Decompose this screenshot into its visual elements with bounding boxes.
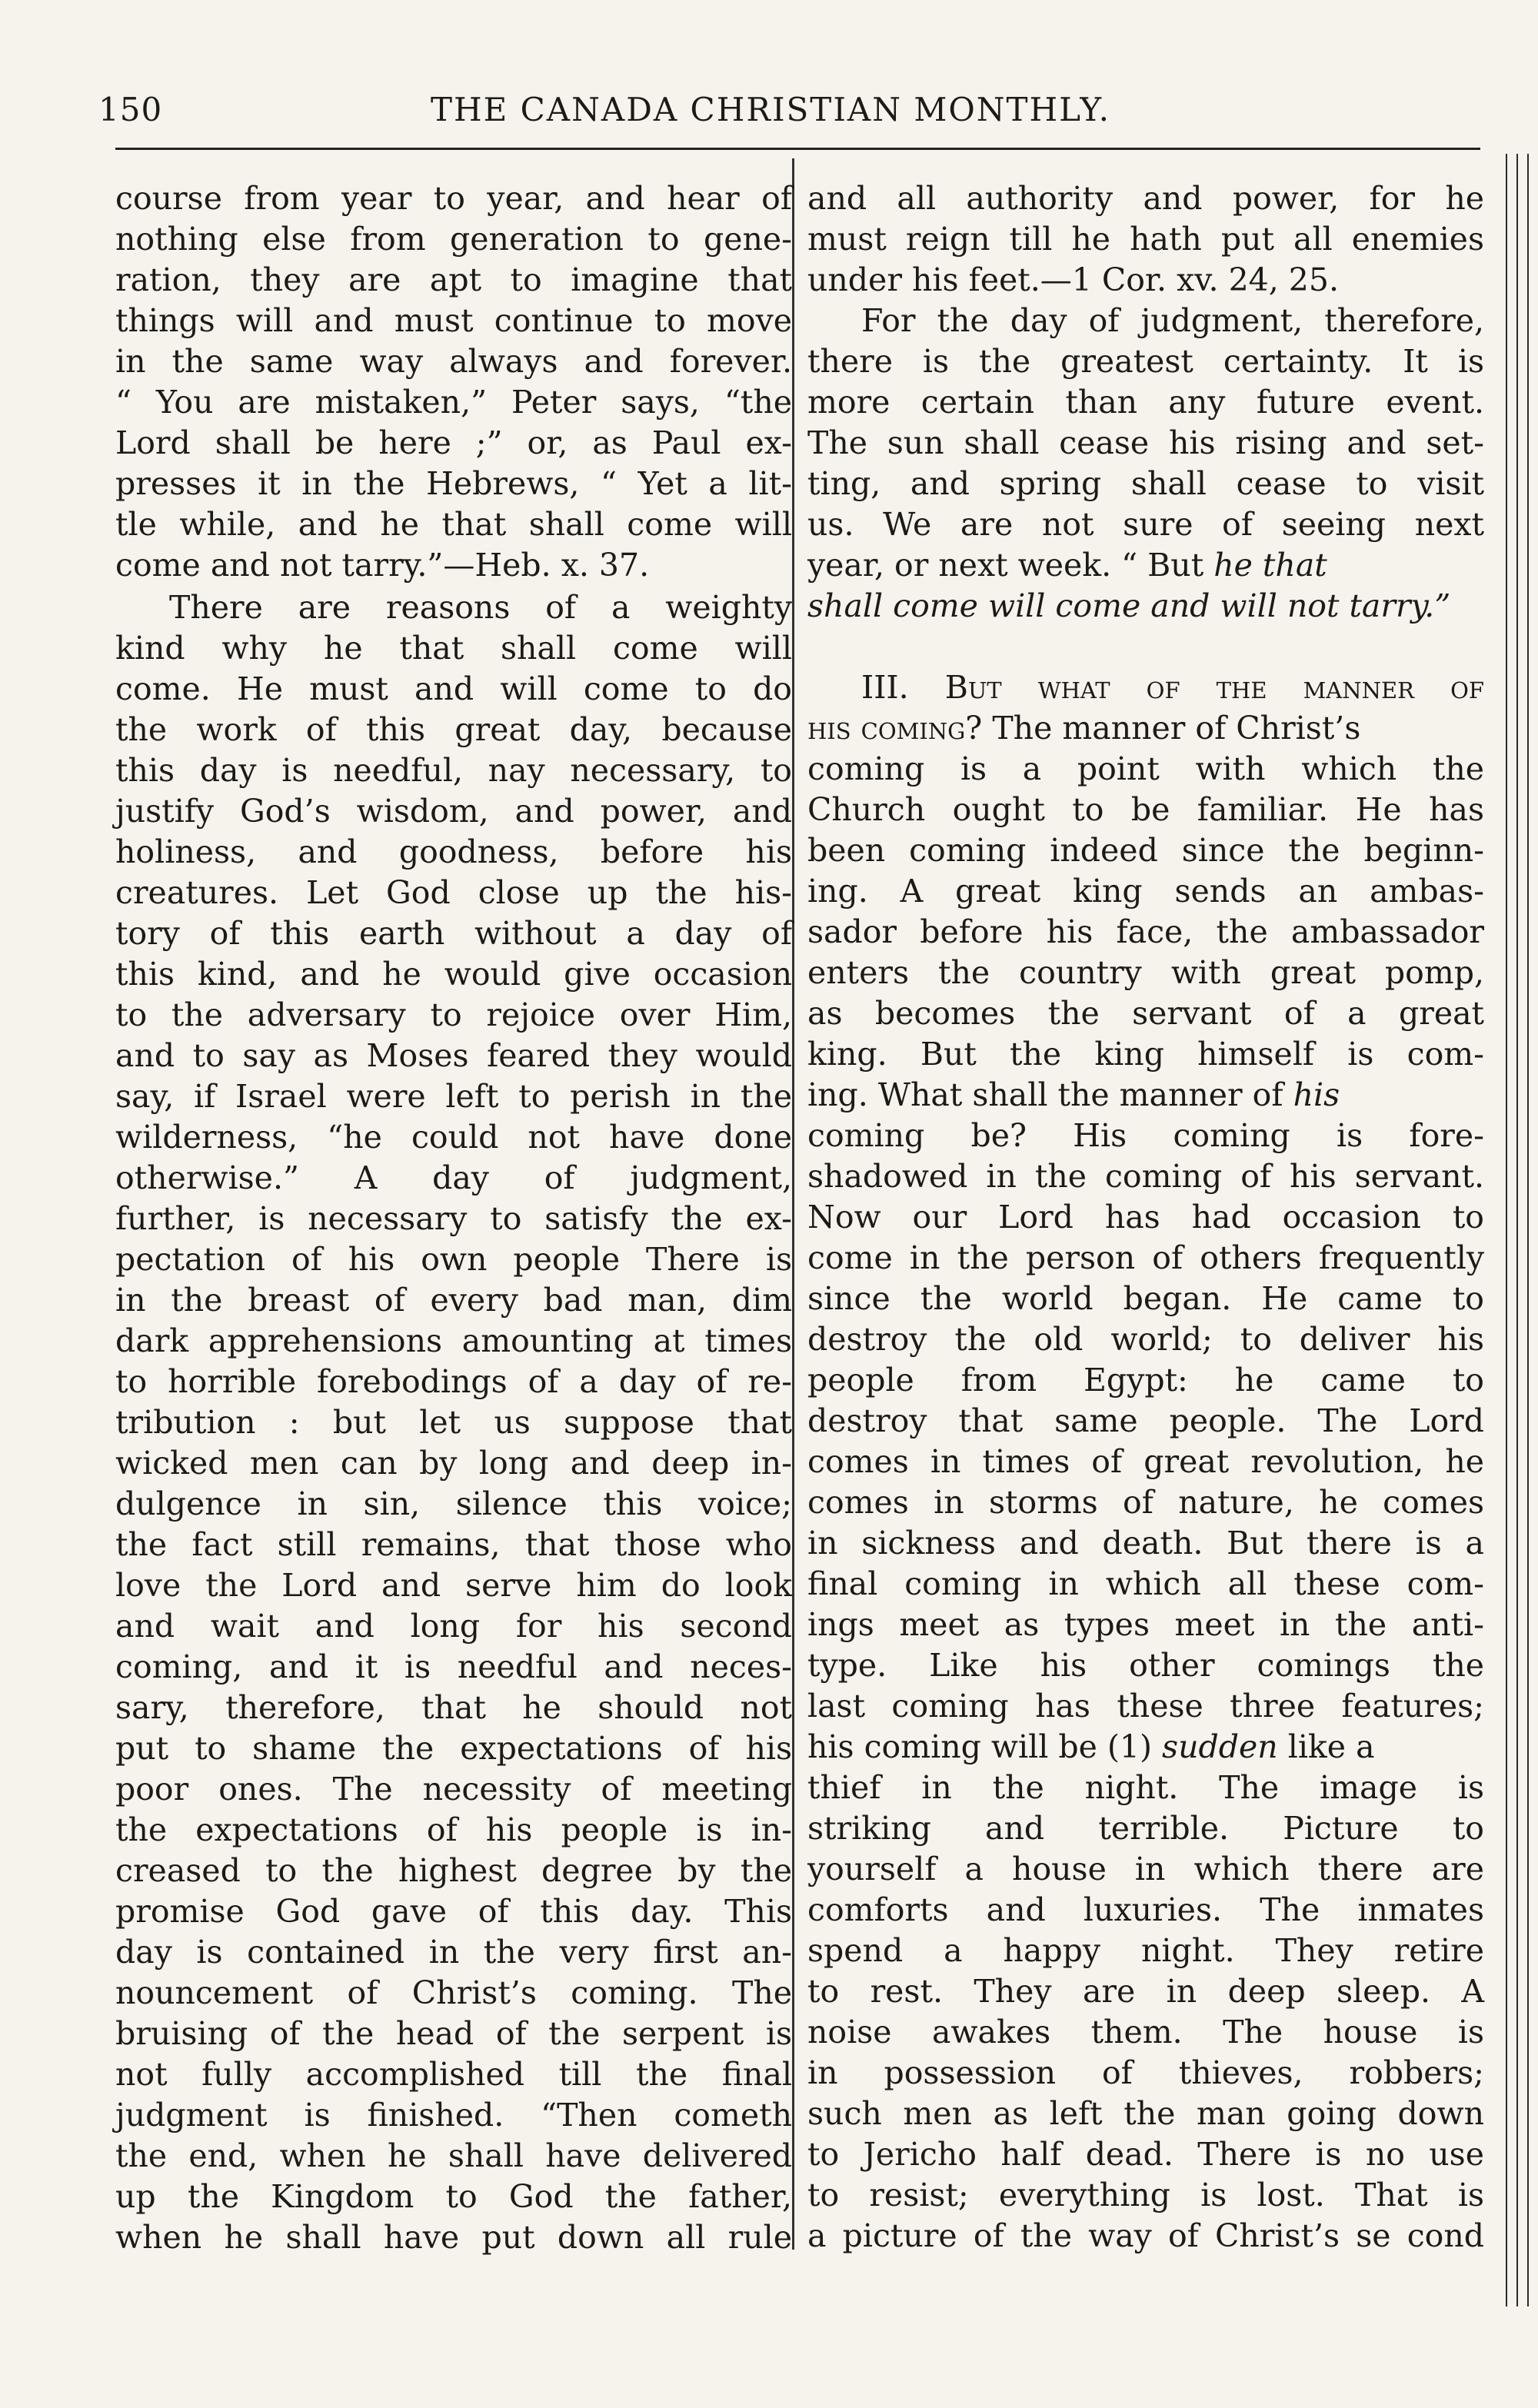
text-run-italic: his bbox=[1293, 1076, 1340, 1113]
text-line: put to shame the expectations of his bbox=[115, 1730, 792, 1767]
text-line: comes in storms of nature, he comes bbox=[807, 1484, 1484, 1521]
text-line bbox=[807, 1075, 1484, 1116]
text-line bbox=[807, 545, 1484, 586]
text-line: and wait and long for his second bbox=[115, 1608, 792, 1645]
text-line: in sickness and death. But there is a bbox=[807, 1525, 1484, 1562]
text-line bbox=[807, 708, 1484, 749]
text-line: dark apprehensions amounting at times bbox=[115, 1322, 792, 1359]
text-run: The manner of Christ’s bbox=[992, 710, 1361, 747]
section-heading: III. But what of the manner of bbox=[861, 669, 1484, 706]
text-line: in possession of thieves, robbers; bbox=[807, 2054, 1484, 2091]
text-line: ings meet as types meet in the anti- bbox=[807, 1606, 1484, 1643]
text-line: the expectations of his people is in- bbox=[115, 1811, 792, 1848]
text-line: comforts and luxuries. The inmates bbox=[807, 1891, 1484, 1928]
text-line: wicked men can by long and deep in- bbox=[115, 1445, 792, 1482]
text-line: to resist; everything is lost. That is bbox=[807, 2177, 1484, 2213]
text-line: “ You are mistaken,” Peter says, “the bbox=[115, 384, 792, 421]
text-line: ting, and spring shall cease to visit bbox=[807, 465, 1484, 502]
text-line: otherwise.” A day of judgment, bbox=[115, 1159, 792, 1196]
text-line: judgment is finished. “Then cometh bbox=[115, 2097, 792, 2134]
text-line: king. But the king himself is com- bbox=[807, 1036, 1484, 1073]
text-line: not fully accomplished till the final bbox=[115, 2056, 792, 2093]
text-run: his coming will be (1) bbox=[807, 1728, 1152, 1765]
text-line: enters the country with great pomp, bbox=[807, 954, 1484, 991]
text-line: when he shall have put down all rule bbox=[115, 2219, 792, 2256]
text-line: kind why he that shall come will bbox=[115, 630, 792, 667]
text-line: under his feet.—1 Cor. xv. 24, 25. bbox=[807, 261, 1340, 298]
text-line: people from Egypt: he came to bbox=[807, 1362, 1484, 1399]
text-line: wilderness, “he could not have done bbox=[115, 1119, 792, 1156]
text-line: destroy that same people. The Lord bbox=[807, 1402, 1484, 1439]
section-heading-cont: his coming? bbox=[807, 710, 983, 747]
text-line: this day is needful, nay necessary, to bbox=[115, 752, 792, 789]
text-line: justify God’s wisdom, and power, and bbox=[115, 793, 792, 830]
text-line: come and not tarry.”—Heb. x. 37. bbox=[115, 547, 650, 584]
text-line: destroy the old world; to deliver his bbox=[807, 1321, 1484, 1358]
text-line: there is the greatest certainty. It is bbox=[807, 343, 1484, 380]
text-line: tle while, and he that shall come will bbox=[115, 506, 792, 543]
text-line: spend a happy night. They retire bbox=[807, 1932, 1484, 1969]
text-line: the fact still remains, that those who bbox=[115, 1526, 792, 1563]
text-run-italic: sudden bbox=[1162, 1728, 1278, 1765]
text-line: coming be? His coming is fore- bbox=[807, 1117, 1484, 1154]
text-line: in the breast of every bad man, dim bbox=[115, 1282, 792, 1319]
text-line: to rest. They are in deep sleep. A bbox=[807, 1973, 1484, 2010]
text-line: bruising of the head of the serpent is bbox=[115, 2015, 792, 2052]
text-line: nouncement of Christ’s coming. The bbox=[115, 1974, 792, 2011]
text-line: yourself a house in which there are bbox=[807, 1851, 1484, 1887]
text-line: creased to the highest degree by the bbox=[115, 1852, 792, 1889]
text-line: striking and terrible. Picture to bbox=[807, 1810, 1484, 1847]
text-line: in the same way always and forever. bbox=[115, 343, 792, 380]
text-line: final coming in which all these com- bbox=[807, 1565, 1484, 1602]
text-line: must reign till he hath put all enemies bbox=[807, 221, 1484, 258]
text-line: to horrible forebodings of a day of re- bbox=[115, 1363, 792, 1400]
text-line: been coming indeed since the beginn- bbox=[807, 832, 1484, 869]
text-line: say, if Israel were left to perish in the bbox=[115, 1078, 792, 1115]
text-line: ration, they are apt to imagine that bbox=[115, 261, 792, 298]
page-edge-line bbox=[1506, 154, 1507, 2307]
text-line: to Jericho half dead. There is no use bbox=[807, 2136, 1484, 2173]
text-line: the end, when he shall have delivered bbox=[115, 2137, 792, 2174]
text-line: tribution : but let us suppose that bbox=[115, 1404, 792, 1441]
text-line: holiness, and goodness, before his bbox=[115, 833, 792, 870]
text-line: comes in times of great revolution, he bbox=[807, 1443, 1484, 1480]
text-line: more certain than any future event. bbox=[807, 384, 1484, 421]
text-line: shall come will come and will not tarry.” bbox=[807, 587, 1451, 624]
text-line: There are reasons of a weighty bbox=[169, 589, 792, 626]
page-edge-line bbox=[1516, 154, 1518, 2307]
text-line: dulgence in sin, silence this voice; bbox=[115, 1485, 792, 1522]
text-line: pectation of his own people There is bbox=[115, 1241, 792, 1278]
text-run: year, or next week. “ But bbox=[807, 547, 1204, 584]
text-line: promise God gave of this day. This bbox=[115, 1893, 792, 1930]
text-line: since the world began. He came to bbox=[807, 1280, 1484, 1317]
text-line: creatures. Let God close up the his- bbox=[115, 874, 792, 911]
text-line: us. We are not sure of seeing next bbox=[807, 506, 1484, 543]
text-line: tory of this earth without a day of bbox=[115, 915, 792, 952]
text-line: to the adversary to rejoice over Him, bbox=[115, 996, 792, 1033]
page-number: 150 bbox=[98, 91, 163, 128]
text-line: a picture of the way of Christ’s se cond bbox=[807, 2217, 1484, 2254]
text-line: come in the person of others frequently bbox=[807, 1239, 1484, 1276]
text-line: this kind, and he would give occasion bbox=[115, 956, 792, 993]
text-line: love the Lord and serve him do look bbox=[115, 1567, 792, 1604]
text-line: ing. A great king sends an ambas- bbox=[807, 873, 1484, 910]
text-run-italic: he that bbox=[1213, 547, 1327, 584]
text-line: For the day of judgment, therefore, bbox=[861, 302, 1484, 339]
text-line: sary, therefore, that he should not bbox=[115, 1689, 792, 1726]
text-line: The sun shall cease his rising and set- bbox=[807, 424, 1484, 461]
section-heading-line bbox=[807, 667, 1484, 708]
text-run: like a bbox=[1287, 1728, 1375, 1765]
text-line: and all authority and power, for he bbox=[807, 180, 1484, 217]
text-line: up the Kingdom to God the father, bbox=[115, 2178, 792, 2215]
text-line: coming, and it is needful and neces- bbox=[115, 1648, 792, 1685]
text-line: presses it in the Hebrews, “ Yet a lit- bbox=[115, 465, 792, 502]
text-line: coming is a point with which the bbox=[807, 750, 1484, 787]
text-line: thief in the night. The image is bbox=[807, 1769, 1484, 1806]
text-line: the work of this great day, because bbox=[115, 711, 792, 748]
text-line: and to say as Moses feared they would bbox=[115, 1037, 792, 1074]
text-line: day is contained in the very first an- bbox=[115, 1934, 792, 1971]
text-line: further, is necessary to satisfy the ex- bbox=[115, 1200, 792, 1237]
text-line: shadowed in the coming of his servant. bbox=[807, 1158, 1484, 1195]
text-line: type. Like his other comings the bbox=[807, 1647, 1484, 1684]
text-line: as becomes the servant of a great bbox=[807, 995, 1484, 1032]
text-line: poor ones. The necessity of meeting bbox=[115, 1771, 792, 1808]
running-title: THE CANADA CHRISTIAN MONTHLY. bbox=[431, 91, 1111, 128]
text-line: things will and must continue to move bbox=[115, 302, 792, 339]
text-line: Now our Lord has had occasion to bbox=[807, 1199, 1484, 1236]
text-line: come. He must and will come to do bbox=[115, 670, 792, 707]
text-line: such men as left the man going down bbox=[807, 2095, 1484, 2132]
column-divider bbox=[792, 158, 794, 2250]
header-rule bbox=[115, 148, 1480, 150]
text-line: last coming has these three features; bbox=[807, 1688, 1484, 1725]
text-line: Lord shall be here ;” or, as Paul ex- bbox=[115, 424, 792, 461]
text-line: Church ought to be familiar. He has bbox=[807, 791, 1484, 828]
text-line: course from year to year, and hear of bbox=[115, 180, 792, 217]
text-line: nothing else from generation to gene- bbox=[115, 221, 792, 258]
page-edge-line bbox=[1527, 154, 1529, 2307]
text-line: sador before his face, the ambassador bbox=[807, 913, 1484, 950]
text-run: ing. What shall the manner of bbox=[807, 1076, 1283, 1113]
text-line: noise awakes them. The house is bbox=[807, 2014, 1484, 2050]
text-line bbox=[807, 1727, 1484, 1768]
